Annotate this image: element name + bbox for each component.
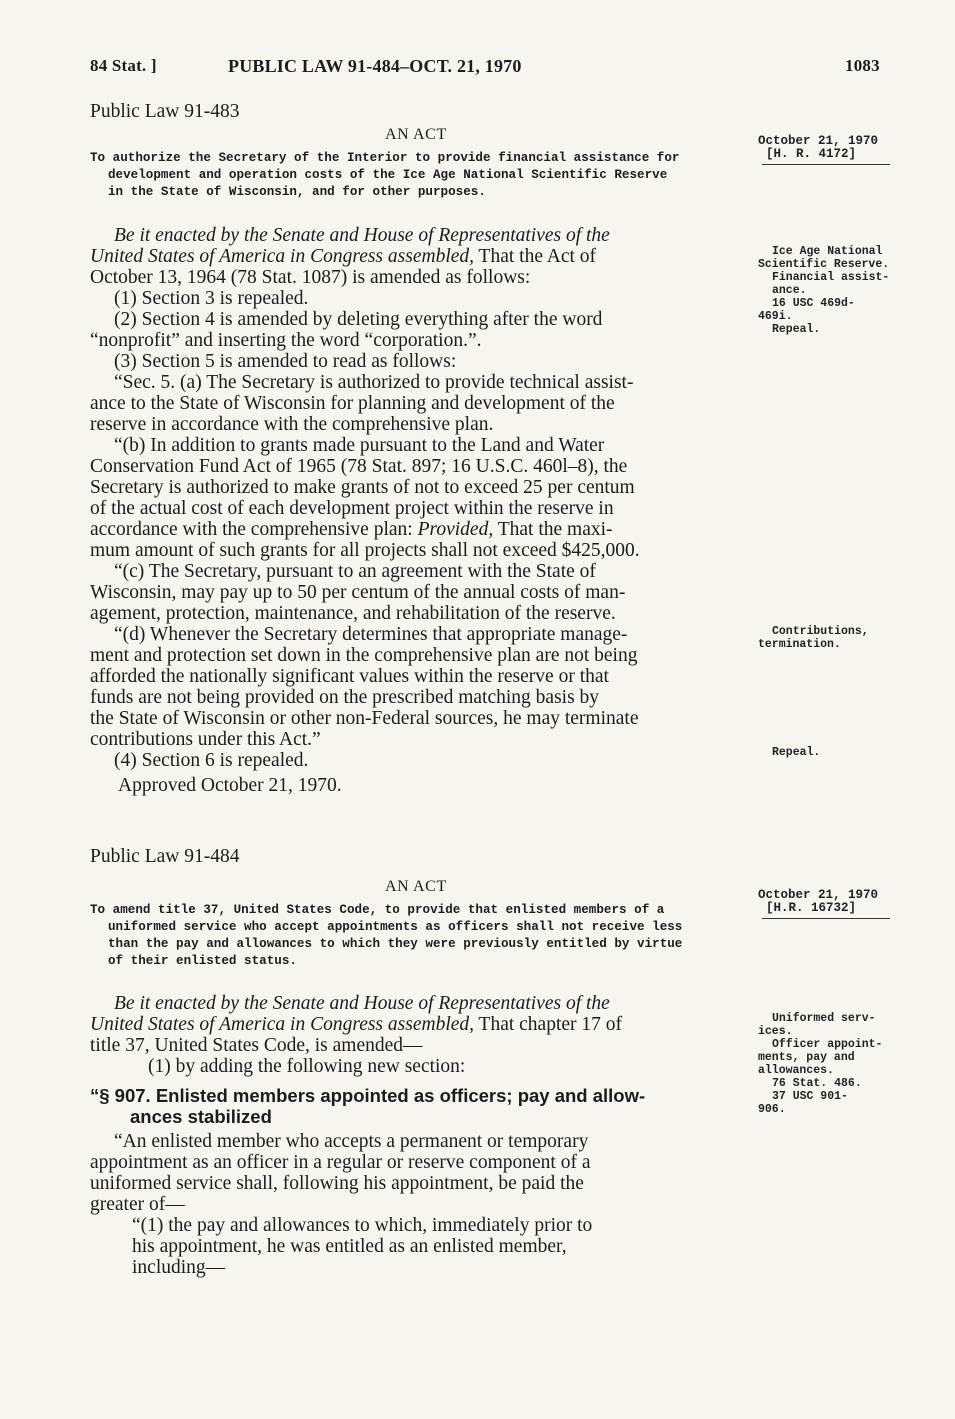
section-907-sub1-line2: his appointment, he was entitled as an enlisted member, [132,1236,567,1257]
law2-title-line4: of their enlisted status. [108,954,297,968]
margin-note-contributions [758,625,908,651]
law1-item4: (4) Section 6 is repealed. [114,750,309,771]
margin-note1-line4: ance. [772,284,807,297]
law2-body [90,993,745,1077]
margin-date2: October 21, 1970 [758,888,879,902]
sec5c-line2: Wisconsin, may pay up to 50 per centum of the annual costs of man- [90,582,626,603]
law2-enact-line2 [90,1014,745,1035]
law2-enact-rest1: That chapter 17 of [474,1014,623,1035]
law1-act-label: AN ACT [385,126,447,143]
margin-note4-line7: 37 USC 901- [772,1090,848,1103]
margin-note3: Repeal. [772,746,821,759]
margin-note-repeal [758,746,908,759]
law1-item3: (3) Section 5 is amended to read as follows: [114,351,457,372]
margin-note1-line5: 16 USC 469d- [772,297,855,310]
law2-enact-line3: title 37, United States Code, is amended— [90,1035,423,1056]
sec5b-line5b: That the maxi- [493,519,613,540]
margin-note-ice-age [758,245,908,336]
law2-act-label: AN ACT [385,878,447,895]
margin-note2-line1: Contributions, [772,625,869,638]
section-907-heading-line2: ances stabilized [130,1106,272,1127]
section-907-para-line3: uniformed service shall, following his appointment, be paid the [90,1173,584,1194]
law2-title [90,902,750,970]
law2-title-line2: uniformed service who accept appointments as officers shall not receive less [108,920,683,934]
sec5b-line4: of the actual cost of each development project within the reserve in [90,498,614,519]
margin-rule-1 [762,164,890,165]
header-stat: 84 Stat. ] [90,56,157,75]
margin-note1-line7: Repeal. [772,323,821,336]
sec5c-line1: “(c) The Secretary, pursuant to an agreement with the State of [114,561,596,582]
law1-title [90,150,750,201]
law2-enact-italic2: United States of America in Congress assembled, [90,1014,475,1035]
law1-title-line3: in the State of Wisconsin, and for other purposes. [108,185,486,199]
law1-enacting-clause [90,225,745,246]
sec5c-line3: agement, protection, maintenance, and rehabilitation of the reserve. [90,603,616,624]
margin-note1-line6: 469i. [758,310,793,323]
sec5d-line1: “(d) Whenever the Secretary determines that appropriate manage- [114,624,628,645]
sec5a-line2: ance to the State of Wisconsin for planning and development of the [90,393,615,414]
law1-title-line2: development and operation costs of the Ice Age National Scientific Reserve [108,168,668,182]
header-page-number: 1083 [845,56,880,75]
margin-note4-line1: Uniformed serv- [772,1012,876,1025]
margin-note1-line1: Ice Age National [772,245,883,258]
section-907-sub1-line3: including— [132,1257,226,1278]
sec5a-line3: reserve in accordance with the comprehensive plan. [90,414,494,435]
law2-item1: (1) by adding the following new section: [148,1056,466,1077]
margin-note4-line8: 906. [758,1103,786,1116]
sec5a-line1: “Sec. 5. (a) The Secretary is authorized to provide technical assist- [114,372,634,393]
law2-number: Public Law 91-484 [90,846,240,867]
section-907-sub1-line1: “(1) the pay and allowances to which, immediately prior to [132,1215,593,1236]
law1-enact-rest1: That the Act of [474,246,597,267]
sec5d-line6: contributions under this Act.” [90,729,321,750]
section-907-heading [90,1085,750,1127]
law1-enact-line2 [90,246,745,267]
section-907-body [90,1131,745,1278]
law1-approved: Approved October 21, 1970. [118,775,342,796]
margin-bill2: [H.R. 16732] [766,901,857,915]
law1-enact-italic1: Be it enacted by the Senate and House of Representatives of the [114,225,610,246]
law2-title-line1: To amend title 37, United States Code, to provide that enlisted members of a [90,903,665,917]
sec5b-line3: Secretary is authorized to make grants of not to exceed 25 per centum [90,477,635,498]
sec5b-line2: Conservation Fund Act of 1965 (78 Stat. 897; 16 U.S.C. 460l–8), the [90,456,628,477]
law1-item1: (1) Section 3 is repealed. [114,288,309,309]
sec5b-line6: mum amount of such grants for all projects shall not exceed $425,000. [90,540,640,561]
margin-note4-line6: 76 Stat. 486. [772,1077,862,1090]
sec5b-line5a: accordance with the comprehensive plan: [90,519,418,540]
sec5d-line4: funds are not being provided on the prescribed matching basis by [90,687,600,708]
margin-note4-line3: Officer appoint- [772,1038,883,1051]
margin-note4-line2: ices. [758,1025,793,1038]
margin-note4-line5: allowances. [758,1064,834,1077]
margin-note-uniformed [758,1012,908,1116]
sec5d-line3: afforded the nationally significant values within the reserve or that [90,666,609,687]
margin-note4-line4: ments, pay and [758,1051,855,1064]
law1-item2-line1: (2) Section 4 is amended by deleting everything after the word [114,309,603,330]
section-907-para-line1: “An enlisted member who accepts a permanent or temporary [114,1131,589,1152]
law2-title-line3: than the pay and allowances to which they were previously entitled by virtue [108,937,683,951]
sec5b-provided: Provided, [417,519,494,540]
margin-bill1: [H. R. 4172] [766,147,857,161]
margin-note1-line3: Financial assist- [772,271,890,284]
margin-note2-line2: termination. [758,638,841,651]
law1-enact-line3: October 13, 1964 (78 Stat. 1087) is amended as follows: [90,267,531,288]
law1-title-line1: To authorize the Secretary of the Interior to provide financial assistance for [90,151,680,165]
law1-number: Public Law 91-483 [90,101,240,122]
law2-enacting-clause [90,993,745,1014]
law1-item2-line2: “nonprofit” and inserting the word “corporation.”. [90,330,482,351]
header-title: PUBLIC LAW 91-484–OCT. 21, 1970 [228,56,522,76]
margin-rule-2 [762,918,890,919]
sec5d-line2: ment and protection set down in the comprehensive plan are not being [90,645,638,666]
margin-date-1 [758,135,908,161]
section-907-heading-line1: “§ 907. Enlisted members appointed as officers; pay and allow- [90,1085,646,1106]
margin-date1: October 21, 1970 [758,134,879,148]
law2-enact-italic1: Be it enacted by the Senate and House of Representatives of the [114,993,610,1014]
section-907-para-line4: greater of— [90,1194,185,1215]
sec5b-line5 [90,519,745,540]
margin-date-2 [758,889,908,915]
section-907-para-line2: appointment as an officer in a regular or reserve component of a [90,1152,591,1173]
law1-enact-italic2: United States of America in Congress assembled, [90,246,475,267]
sec5b-line1: “(b) In addition to grants made pursuant to the Land and Water [114,435,605,456]
margin-note1-line2: Scientific Reserve. [758,258,890,271]
law1-body [90,225,745,796]
sec5d-line5: the State of Wisconsin or other non-Federal sources, he may terminate [90,708,639,729]
